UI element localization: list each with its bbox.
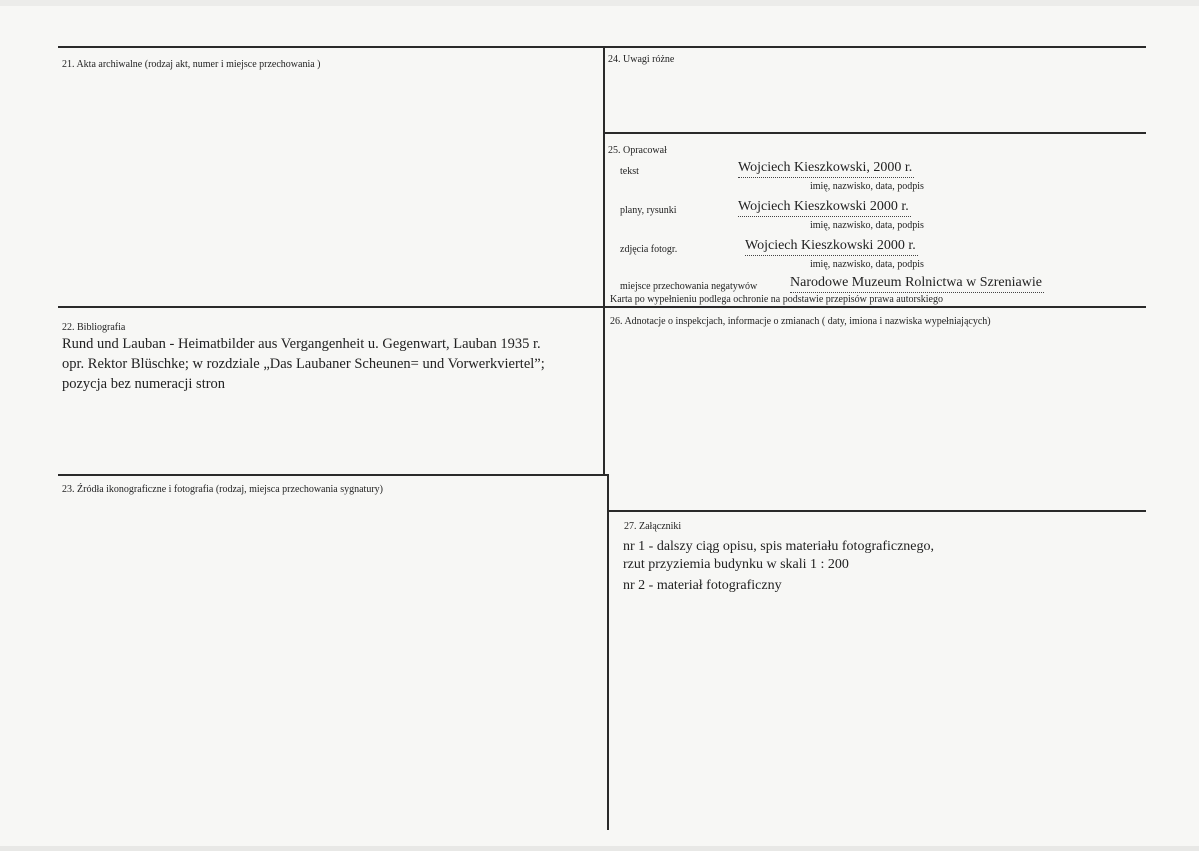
field-25-row-hint: imię, nazwisko, data, podpis [810,220,924,231]
negatives-value: Narodowe Muzeum Rolnictwa w Szreniawie [790,275,1044,293]
scan-bottom-edge [0,846,1199,851]
field-25-row-hint: imię, nazwisko, data, podpis [810,181,924,192]
field-25-row-value: Wojciech Kieszkowski, 2000 r. [738,160,914,178]
attachment-line: nr 1 - dalszy ciąg opisu, spis materiału fotograficznego, [623,539,935,554]
bibliography-line: pozycja bez numeracji stron [62,376,226,392]
field-22-label: 22. Bibliografia [62,322,126,333]
field-25-row-value: Wojciech Kieszkowski 2000 r. [745,238,918,256]
field-25-row-key: zdjęcia fotogr. [620,244,678,255]
rule-22-23 [58,474,609,476]
field-25-row-hint: imię, nazwisko, data, podpis [810,259,924,270]
field-25-row-key: tekst [620,166,639,177]
scan-top-edge [0,0,1199,6]
bibliography-line: opr. Rektor Blüschke; w rozdziale „Das Laubaner Scheunen= und Vorwerkviertel”; [62,356,545,372]
negatives-label: miejsce przechowania negatywów [620,281,758,292]
field-25-label: 25. Opracował [608,145,667,156]
lower-column-divider [607,474,609,830]
copyright-note: Karta po wypełnieniu podlega ochronie na podstawie przepisów prawa autorskiego [610,294,943,305]
field-25-row-value: Wojciech Kieszkowski 2000 r. [738,199,911,217]
field-23-label: 23. Źródła ikonograficzne i fotografia (rodzaj, miejsca przechowania sygnatury) [62,484,383,495]
field-25-row-key: plany, rysunki [620,205,677,216]
rule-21-22 [58,306,1146,308]
attachment-line: nr 2 - materiał fotograficzny [623,578,782,593]
bibliography-line: Rund und Lauban - Heimatbilder aus Vergangenheit u. Gegenwart, Lauban 1935 r. [62,336,541,352]
attachment-line: rzut przyziemia budynku w skali 1 : 200 [623,557,849,572]
field-26-label: 26. Adnotacje o inspekcjach, informacje o zmianach ( daty, imiona i nazwiska wypełniających) [610,316,991,327]
field-27-label: 27. Załączniki [624,521,682,532]
field-24-label: 24. Uwagi różne [608,54,675,65]
rule-26-27 [607,510,1146,512]
rule-24-25 [603,132,1146,134]
field-21-label: 21. Akta archiwalne (rodzaj akt, numer i miejsce przechowania ) [62,59,321,70]
upper-column-divider [603,46,605,474]
top-rule [58,46,1146,48]
